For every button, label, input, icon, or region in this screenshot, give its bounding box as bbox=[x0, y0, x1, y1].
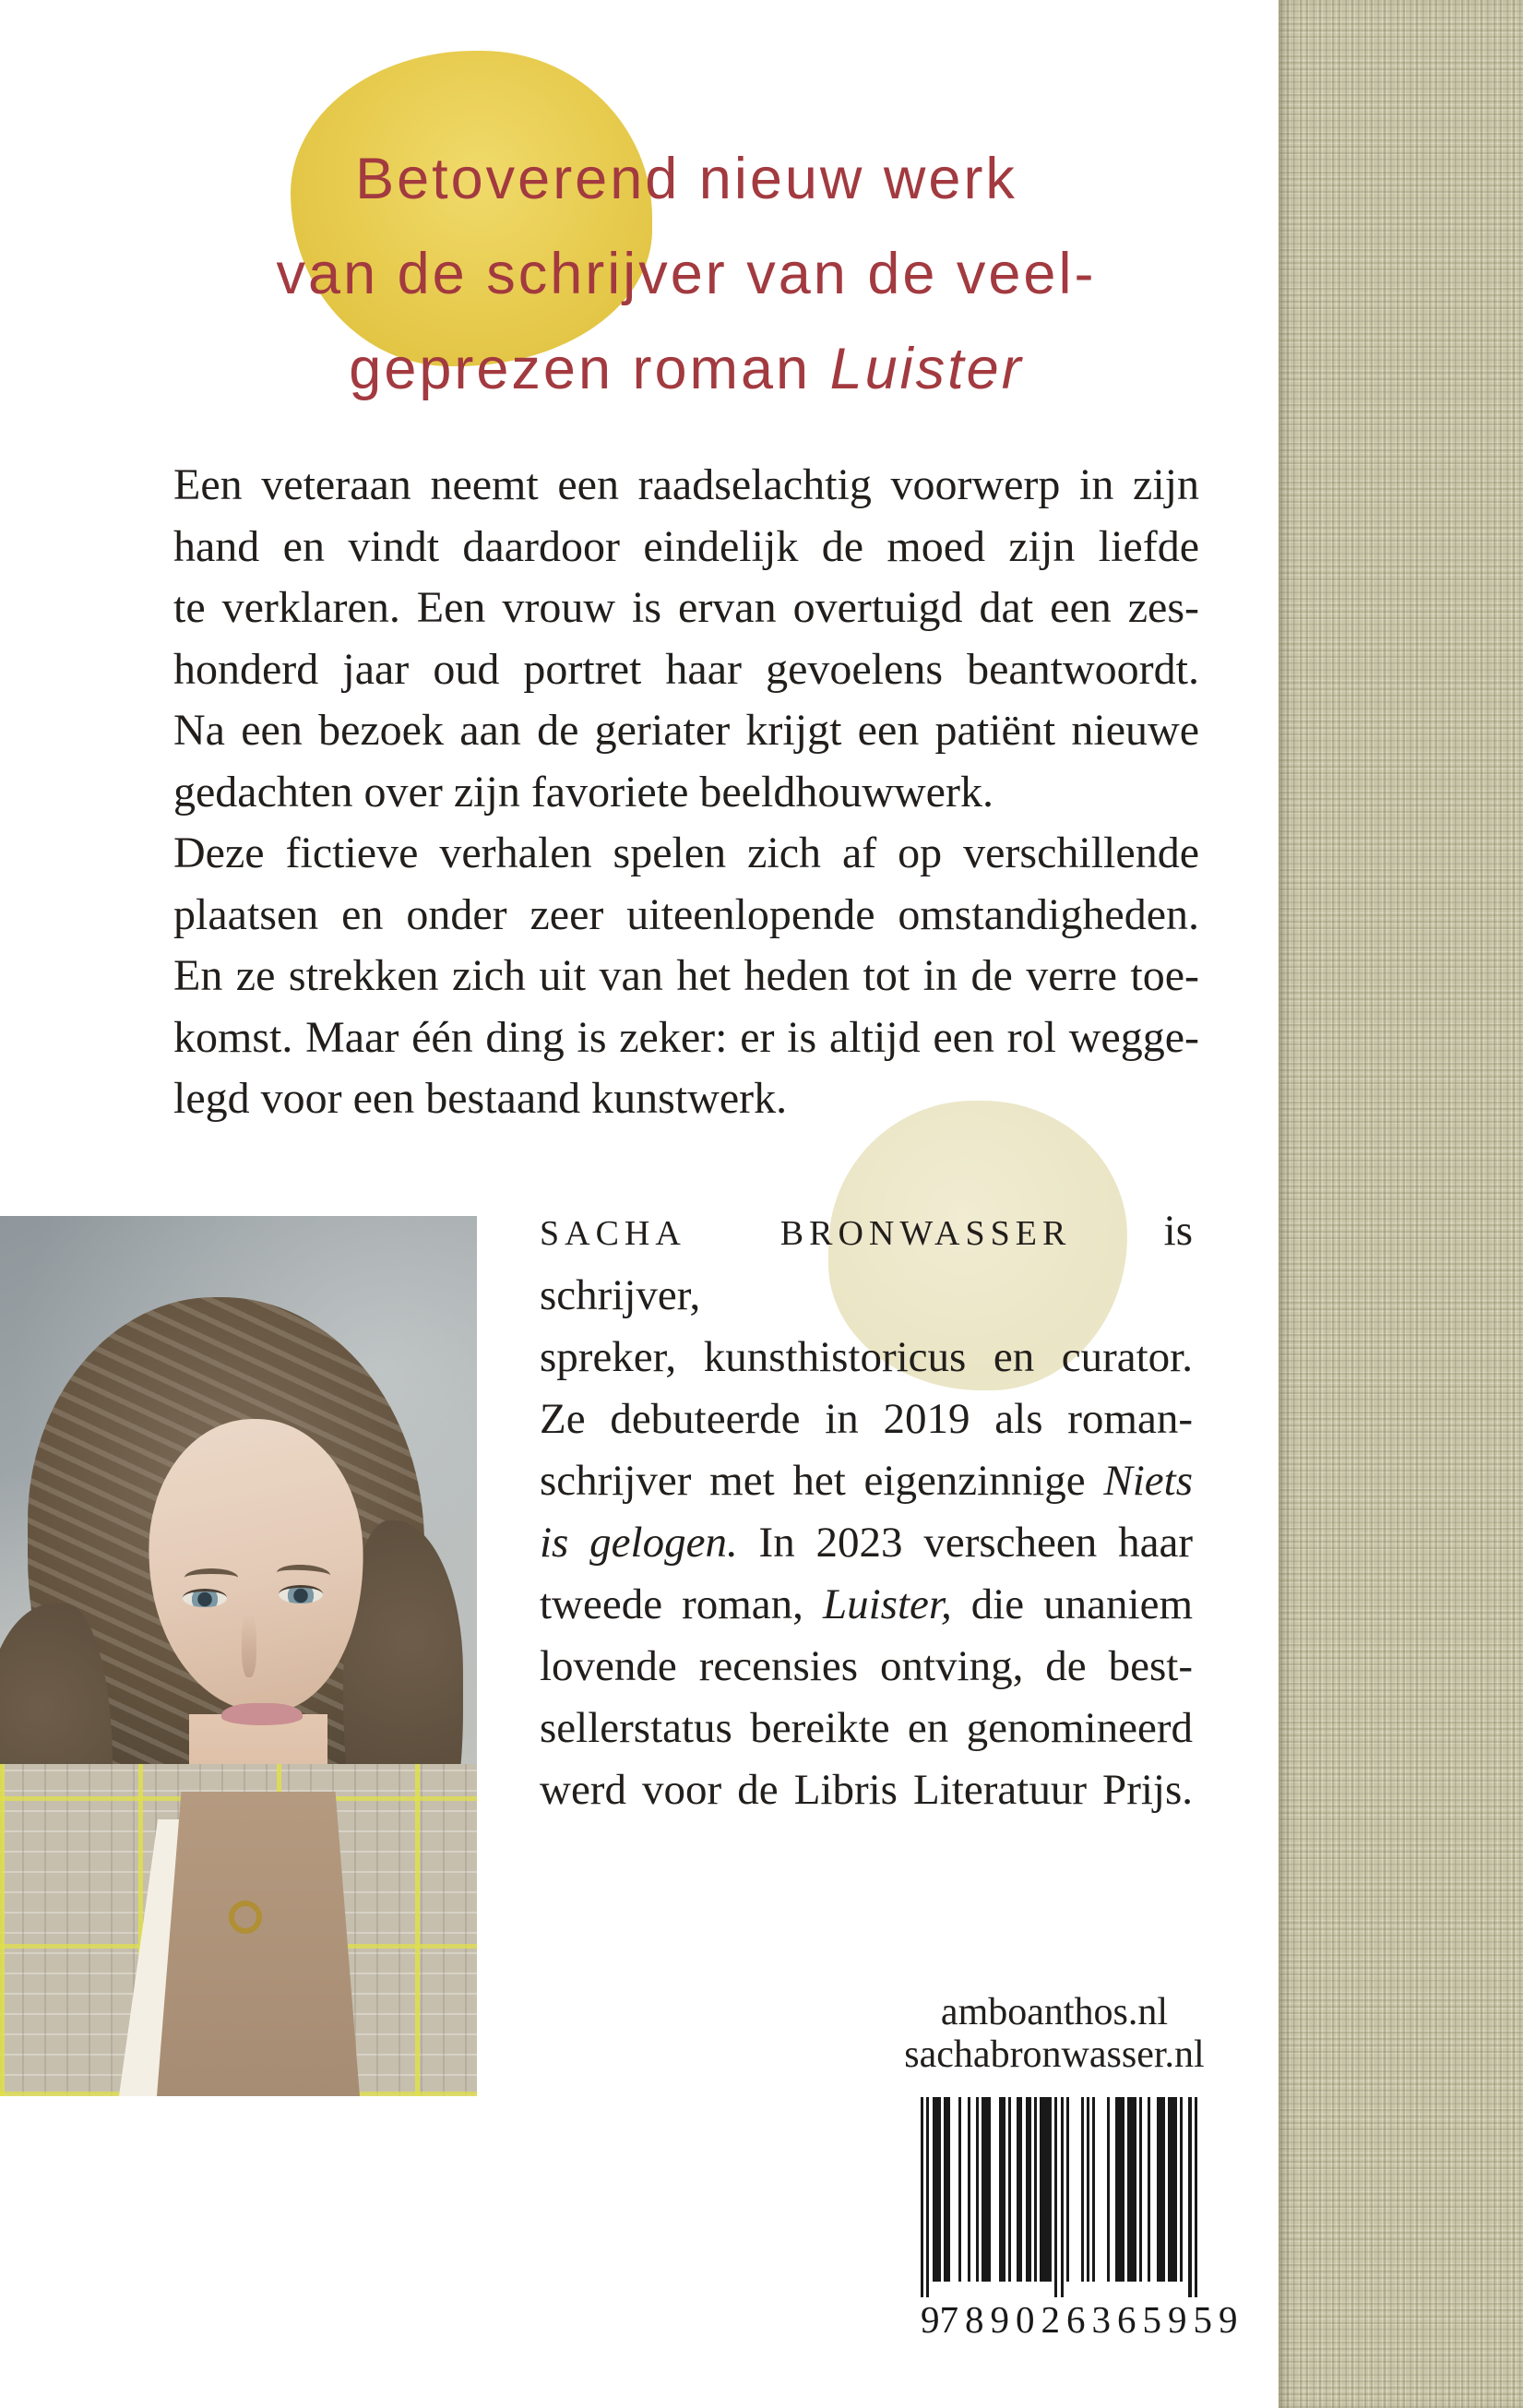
website-sachabronwasser: sachabronwasser.nl bbox=[904, 2033, 1205, 2076]
author-eye bbox=[279, 1585, 323, 1603]
bio-line: werd voor de Libris Literatuur Prijs. bbox=[540, 1766, 1193, 1814]
book-title-niets: is gelogen. bbox=[540, 1519, 738, 1567]
synopsis-line: komst. Maar één ding is zeker: er is altijd een rol wegge- bbox=[173, 1012, 1199, 1062]
author-eyebrow bbox=[184, 1568, 238, 1587]
headline-line-2: van de schrijver van de veel- bbox=[276, 242, 1097, 306]
author-eye bbox=[183, 1589, 227, 1607]
synopsis-line: Een veteraan neemt een raadselachtig voorwerp in zijn bbox=[173, 460, 1199, 509]
synopsis-line: Na een bezoek aan de geriater krijgt een patiënt nieuwe bbox=[173, 706, 1199, 755]
barcode-bars bbox=[921, 2097, 1197, 2297]
bio-line: lovende recensies ontving, de best- bbox=[540, 1642, 1193, 1690]
synopsis-line: En ze strekken zich uit van het heden tot in de verre toe- bbox=[173, 951, 1199, 1000]
synopsis-line: te verklaren. Een vrouw is ervan overtuigd dat een zes- bbox=[173, 583, 1199, 632]
headline-book-title: Luister bbox=[829, 337, 1024, 401]
synopsis-line: plaatsen en onder zeer uiteenlopende omstandigheden. bbox=[173, 889, 1199, 939]
synopsis-line: honderd jaar oud portret haar gevoelens beantwoordt. bbox=[173, 644, 1199, 694]
author-blouse bbox=[157, 1792, 360, 2096]
synopsis-line: hand en vindt daardoor eindelijk de moed zijn liefde bbox=[173, 521, 1199, 571]
author-nose bbox=[242, 1613, 256, 1677]
book-title-luister: Luister, bbox=[822, 1580, 952, 1628]
author-necklace bbox=[229, 1901, 262, 1934]
bio-line: tweede roman, Luister, die unaniem bbox=[540, 1580, 1193, 1628]
author-bio bbox=[540, 1200, 1193, 1821]
synopsis-line: gedachten over zijn favoriete beeldhouwwerk. bbox=[173, 767, 994, 817]
synopsis-line: Deze fictieve verhalen spelen zich af op verschillende bbox=[173, 828, 1199, 877]
bio-line: schrijver met het eigenzinnige Niets bbox=[540, 1457, 1193, 1505]
headline bbox=[81, 132, 1291, 417]
websites bbox=[870, 1991, 1239, 2076]
headline-line-3: geprezen roman Luister bbox=[349, 337, 1024, 401]
barcode bbox=[921, 2097, 1244, 2341]
synopsis-text bbox=[173, 455, 1199, 1130]
bio-line: sellerstatus bereikte en genomineerd bbox=[540, 1704, 1193, 1752]
bio-line: spreker, kunsthistoricus en curator. bbox=[540, 1333, 1193, 1381]
bio-line: Ze debuteerde in 2019 als roman- bbox=[540, 1395, 1193, 1443]
bio-line: SACHA BRONWASSER is schrijver, bbox=[540, 1207, 1193, 1319]
bio-line: is gelogen. In 2023 verscheen haar bbox=[540, 1519, 1193, 1567]
author-lips bbox=[221, 1703, 303, 1725]
author-name-smallcaps: SACHA BRONWASSER bbox=[540, 1214, 1072, 1253]
headline-line-1: Betoverend nieuw werk bbox=[355, 147, 1017, 211]
barcode-number: 9 789026 365959 bbox=[921, 2298, 1244, 2341]
author-photo bbox=[0, 1216, 477, 2096]
synopsis-line: legd voor een bestaand kunstwerk. bbox=[173, 1074, 788, 1123]
linen-spine-strip bbox=[1279, 0, 1523, 2408]
book-title-niets: Niets bbox=[1103, 1457, 1193, 1505]
website-amboanthos: amboanthos.nl bbox=[940, 1991, 1169, 2033]
